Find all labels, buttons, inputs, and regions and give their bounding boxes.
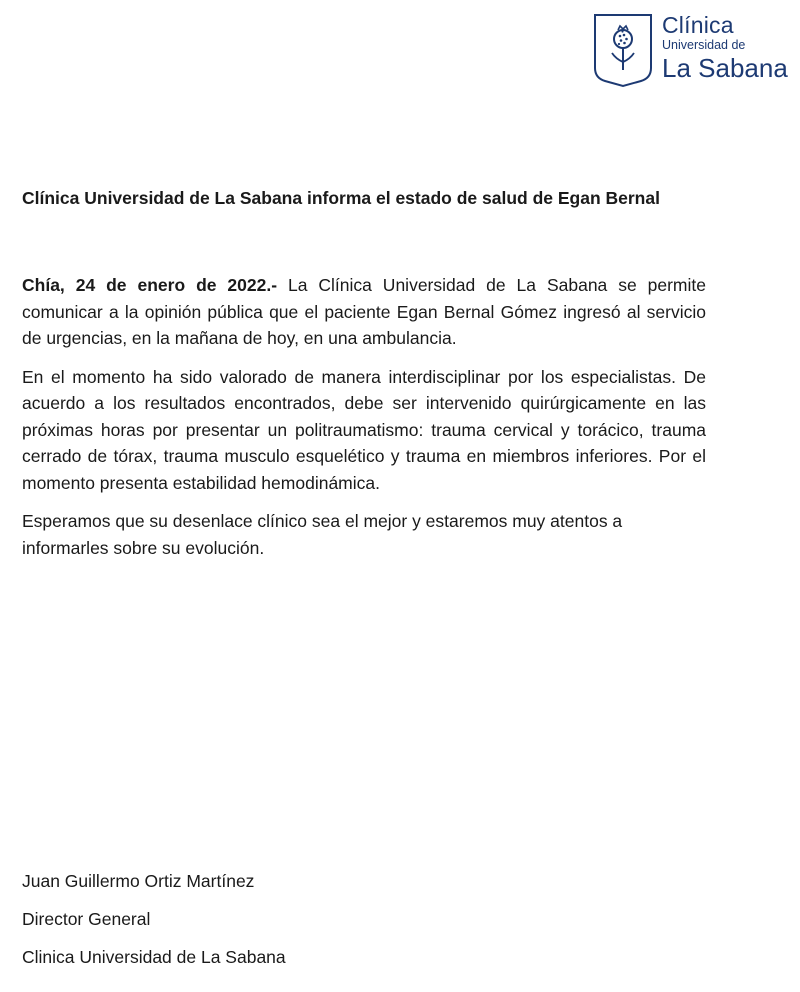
paragraph-announcement [22, 272, 706, 352]
dateline: Chía, 24 de enero de 2022.- [22, 275, 278, 295]
clinic-logo [592, 12, 794, 88]
document-body [22, 272, 706, 573]
document-title: Clínica Universidad de La Sabana informa el estado de salud de Egan Bernal [22, 188, 660, 208]
signatory-role: Director General [22, 909, 151, 929]
logo-line-clinica: Clínica [662, 12, 734, 38]
signatory-name: Juan Guillermo Ortiz Martínez [22, 871, 255, 891]
logo-line-la-sabana: La Sabana [662, 52, 788, 83]
paragraph-closing: Esperamos que su desenlace clínico sea el mejor y estaremos muy atentos a informarles sobre su evolución. [22, 511, 623, 558]
signatory-organization: Clinica Universidad de La Sabana [22, 947, 286, 967]
signature-block [22, 869, 286, 983]
pomegranate-emblem-icon [592, 12, 654, 88]
logo-line-universidad: Universidad de [662, 38, 746, 52]
logo-wordmark [662, 14, 788, 81]
paragraph-announcement-text: La Clínica Universidad de La Sabana se permite comunicar a la opinión pública que el paciente Egan Bernal Gómez ingresó al servicio de urgencias, en la mañana de hoy, en una ambulancia. [22, 275, 706, 348]
paragraph-assessment: En el momento ha sido valorado de manera interdisciplinar por los especialistas. De acuerdo a los resultados encontrados, debe ser intervenido quirúrgicamente en las próximas horas por presentar un politraumatismo: trauma cervical y torácico, trauma cerrado de tórax, trauma musculo esquelético y trauma en miembros inferiores. Por el momento presenta estabilidad hemodinámica. [22, 366, 706, 493]
